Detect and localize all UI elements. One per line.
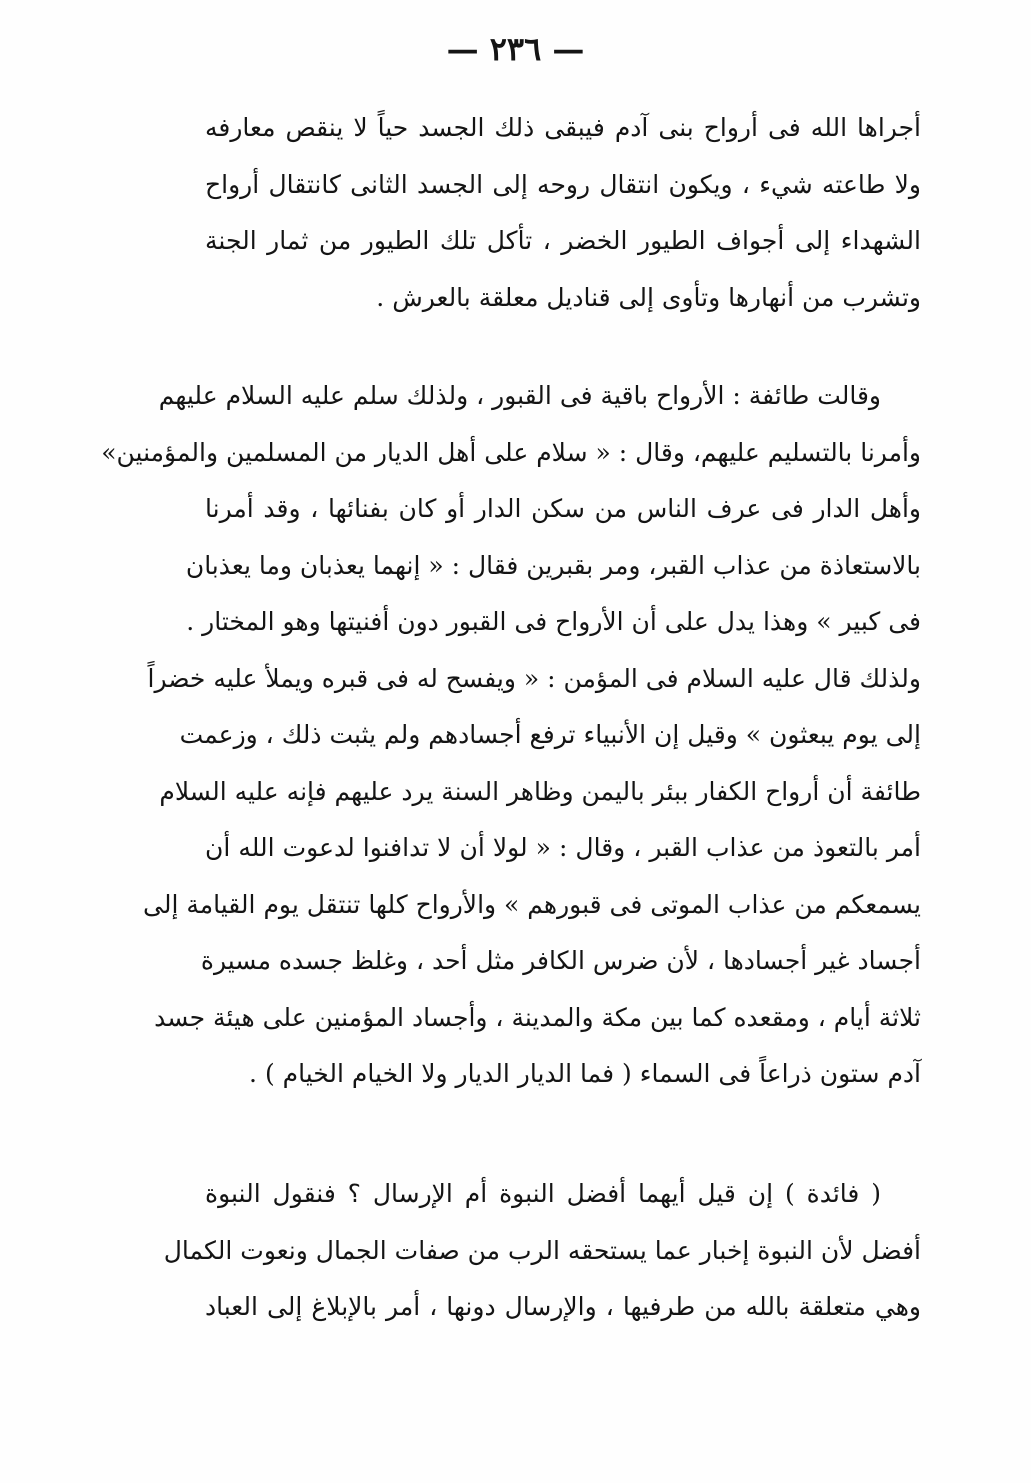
- text-line: بالاستعاذة من عذاب القبر، ومر بقبرين فقال : « إنهما يعذبان وما يعذبان: [185, 550, 921, 580]
- text-line: أجساد غير أجسادها ، لأن ضرس الكافر مثل أحد ، وغلظ جسده مسيرة: [200, 946, 921, 975]
- text-line: وهي متعلقة بالله من طرفيها ، والإرسال دونها ، أمر بالإبلاغ إلى العباد: [205, 1292, 921, 1321]
- paragraph-2: [101, 368, 921, 1103]
- text-line: ثلاثة أيام ، ومقعده كما بين مكة والمدينة ، وأجساد المؤمنين على هيئة جسد: [154, 1002, 921, 1032]
- text-line: ( فائدة ) إن قيل أيهما أفضل النبوة أم الإرسال ؟ فنقول النبوة: [205, 1179, 881, 1208]
- text-line: يسمعكم من عذاب الموتى فى قبورهم » والأرواح كلها تنتقل يوم القيامة إلى: [142, 889, 921, 919]
- text-line: الشهداء إلى أجواف الطيور الخضر ، تأكل تلك الطيور من ثمار الجنة: [205, 226, 921, 255]
- text-line: ولا طاعته شيء ، ويكون انتقال روحه إلى الجسد الثانى كانتقال أرواح: [205, 169, 921, 199]
- paragraph-1: [205, 100, 921, 326]
- text-line: وأمرنا بالتسليم عليهم، وقال : « سلام على أهل الديار من المسلمين والمؤمنين»: [101, 437, 921, 467]
- text-line: ولذلك قال عليه السلام فى المؤمن : « ويفسح له فى قبره ويملأ عليه خضراً: [147, 663, 921, 693]
- text-line: أجراها الله فى أرواح بنى آدم فيبقى ذلك الجسد حياً لا ينقص معارفه: [205, 113, 921, 142]
- text-line: وقالت طائفة : الأرواح باقية فى القبور ، ولذلك سلم عليه السلام عليهم: [158, 381, 881, 410]
- text-line: أمر بالتعوذ من عذاب القبر ، وقال : « لولا أن لا تدافنوا لدعوت الله أن: [205, 833, 921, 862]
- text-line: أفضل لأن النبوة إخبار عما يستحقه الرب من صفات الجمال ونعوت الكمال: [163, 1235, 921, 1265]
- text-line: وتشرب من أنهارها وتأوى إلى قناديل معلقة بالعرش .: [376, 282, 921, 312]
- text-line: وأهل الدار فى عرف الناس من سكن الدار أو كان بفنائها ، وقد أمرنا: [205, 494, 921, 523]
- page-number: — ٢٣٦ —: [446, 30, 585, 68]
- paragraph-3: [163, 1166, 921, 1336]
- text-line: إلى يوم يبعثون » وقيل إن الأنبياء ترفع أجسادهم ولم يثبت ذلك ، وزعمت: [179, 720, 921, 749]
- text-line: طائفة أن أرواح الكفار ببئر باليمن وظاهر السنة يرد عليهم فإنه عليه السلام: [159, 776, 921, 806]
- text-line: فى كبير » وهذا يدل على أن الأرواح فى القبور دون أفنيتها وهو المختار .: [186, 607, 921, 636]
- text-line: آدم ستون ذراعاً فى السماء ( فما الديار الديار ولا الخيام الخيام ) .: [249, 1059, 921, 1088]
